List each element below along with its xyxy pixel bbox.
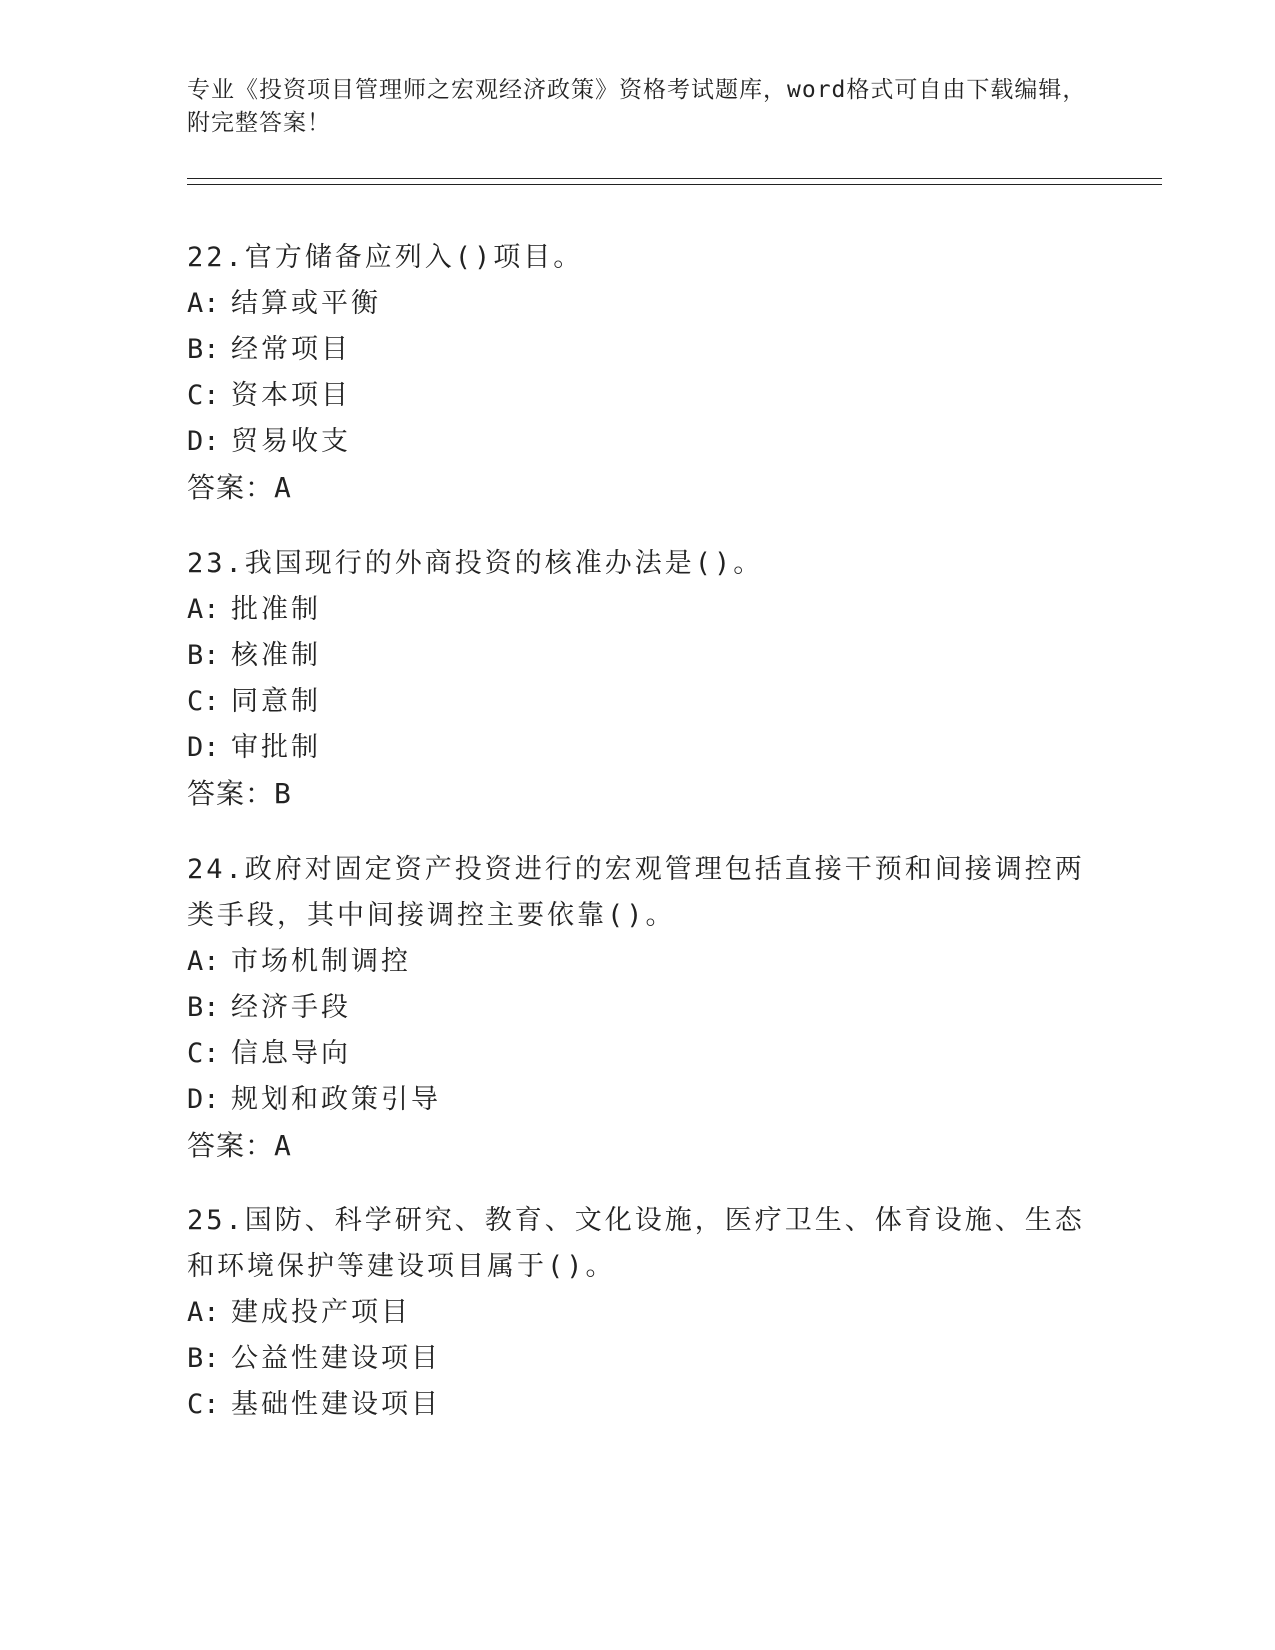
option-d <box>187 419 1087 465</box>
answer-label: 答案： <box>187 778 275 809</box>
question-22 <box>187 235 1087 511</box>
answer-value: B <box>274 777 291 810</box>
option-letter: D: <box>187 732 220 763</box>
option-b <box>187 985 1087 1031</box>
answer-line <box>187 771 1087 817</box>
option-letter: B: <box>187 640 220 671</box>
option-c <box>187 679 1087 725</box>
option-letter: B: <box>187 1343 220 1374</box>
option-d <box>187 1077 1087 1123</box>
option-letter: A: <box>187 594 220 625</box>
option-b <box>187 327 1087 373</box>
option-b <box>187 633 1087 679</box>
option-text: 建成投产项目 <box>231 1297 411 1328</box>
answer-line <box>187 1123 1087 1169</box>
option-text: 审批制 <box>231 732 321 763</box>
option-a <box>187 939 1087 985</box>
option-text: 规划和政策引导 <box>231 1084 441 1115</box>
option-text: 公益性建设项目 <box>231 1343 441 1374</box>
answer-label: 答案： <box>187 1130 275 1161</box>
option-letter: B: <box>187 334 220 365</box>
question-stem: 23.我国现行的外商投资的核准办法是()。 <box>187 548 764 579</box>
question-stem: 22.官方储备应列入()项目。 <box>187 242 584 273</box>
question-24 <box>187 847 1087 1169</box>
answer-value: A <box>274 1129 291 1162</box>
option-text: 基础性建设项目 <box>231 1389 441 1420</box>
question-stem: 24.政府对固定资产投资进行的宏观管理包括直接干预和间接调控两类手段，其中间接调控主要依靠()。 <box>187 854 1085 931</box>
option-letter: D: <box>187 1084 220 1115</box>
option-c <box>187 373 1087 419</box>
answer-value: A <box>274 471 291 504</box>
header-divider-bottom <box>187 184 1162 185</box>
option-b <box>187 1336 1087 1382</box>
option-text: 批准制 <box>231 594 321 625</box>
option-text: 资本项目 <box>231 380 351 411</box>
option-c <box>187 1382 1087 1428</box>
option-letter: C: <box>187 1038 220 1069</box>
option-letter: C: <box>187 380 220 411</box>
option-text: 经济手段 <box>231 992 351 1023</box>
option-a <box>187 587 1087 633</box>
answer-line <box>187 465 1087 511</box>
option-c <box>187 1031 1087 1077</box>
option-letter: A: <box>187 946 220 977</box>
option-text: 市场机制调控 <box>231 946 411 977</box>
option-letter: C: <box>187 1389 220 1420</box>
question-23 <box>187 541 1087 817</box>
option-text: 同意制 <box>231 686 321 717</box>
option-a <box>187 1290 1087 1336</box>
option-letter: A: <box>187 1297 220 1328</box>
option-text: 核准制 <box>231 640 321 671</box>
option-text: 信息导向 <box>231 1038 351 1069</box>
option-letter: B: <box>187 992 220 1023</box>
option-text: 结算或平衡 <box>231 288 381 319</box>
option-letter: A: <box>187 288 220 319</box>
option-a <box>187 281 1087 327</box>
option-letter: D: <box>187 426 220 457</box>
option-text: 经常项目 <box>231 334 351 365</box>
question-25 <box>187 1198 1087 1428</box>
answer-label: 答案： <box>187 472 275 503</box>
document-header: 专业《投资项目管理师之宏观经济政策》资格考试题库，word格式可自由下载编辑，附完整答案！ <box>187 77 1087 136</box>
option-text: 贸易收支 <box>231 426 351 457</box>
option-d <box>187 725 1087 771</box>
option-letter: C: <box>187 686 220 717</box>
question-stem: 25.国防、科学研究、教育、文化设施，医疗卫生、体育设施、生态和环境保护等建设项目属于()。 <box>187 1205 1085 1282</box>
header-divider-top <box>187 178 1162 179</box>
